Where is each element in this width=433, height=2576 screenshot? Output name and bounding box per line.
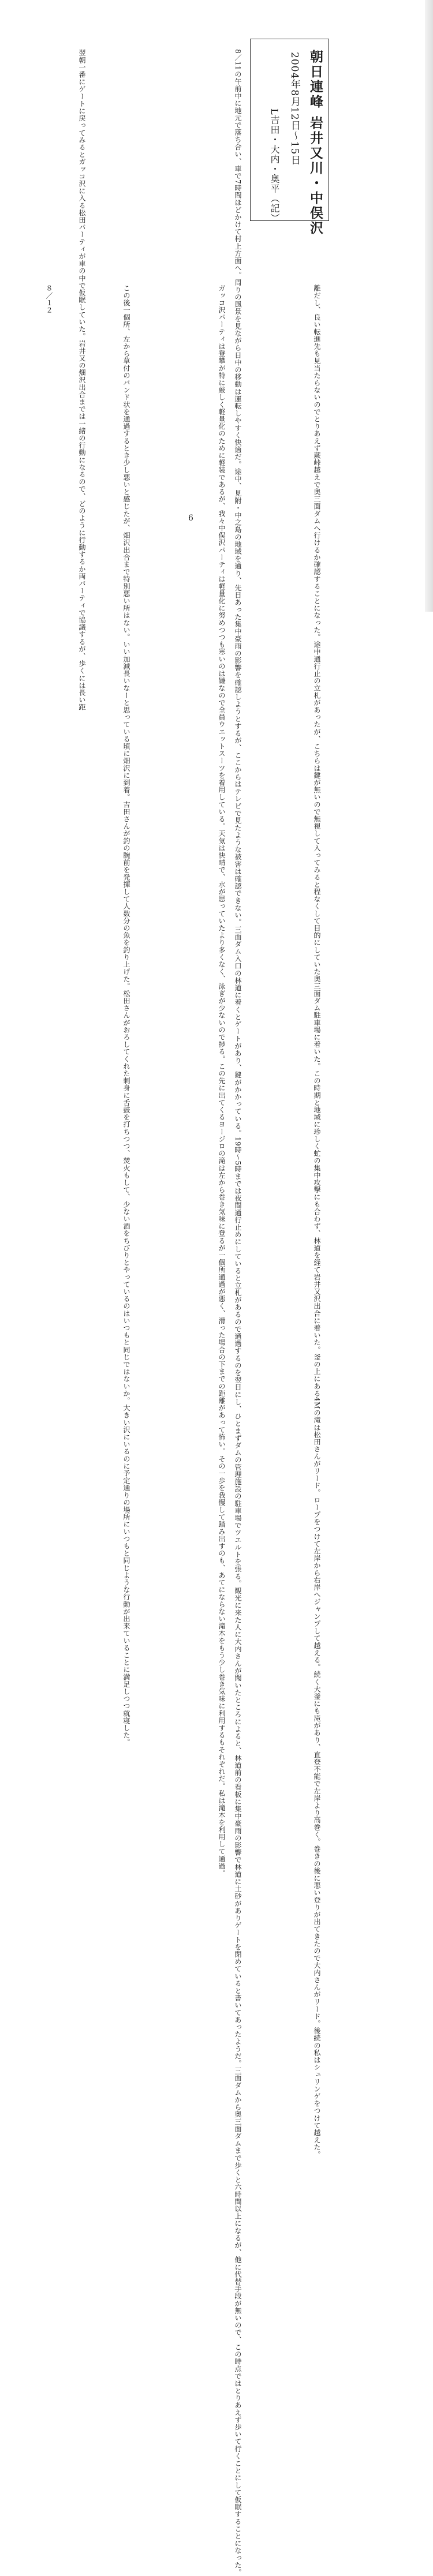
date-marker: ８／１２ [45, 284, 53, 314]
document-title: 朝日連峰 岩井又川・中俣沢 [308, 50, 323, 237]
paragraph-gear: ガッコ沢パーティは登攀が特に厳しく軽量化のために軽装であるが、我々中俣沢パーティは軽量化に努めつつも寒いのは嫌なので全員ウエットスーツを着用している。天気は快晴で、水が思っていたより多くなく、泳ぎが少ないので捗る。この先に出てくるヨージロの滝は左から巻き気味に登るが一個所通過が悪く、滑った場合の下までの距離があって怖い。その一歩を我慢して踏み出すのも、あてにならない滝木をもう少し巻き気味に利用するもそれぞれだ。私は滝木を利用して通過。 [218, 284, 226, 1877]
paragraph-next-morning: 翌朝一番にゲートに戻ってみるとガッコ沢に入る松田パーティが車の中で仮眠していた。岩井又の畑沢出合までは一緒の行動になるので、どのように行動するか両パーティで協議するが、歩くには長い距 [78, 49, 86, 711]
paragraph-camp: この後一個所、左から草付のバンド状を通過するとき少し悪いと感じたが、畑沢出合まで特別悪い所はない。いい加減長いなーと思っている頃に畑沢に到着。吉田さんが釣の腕前を発揮して人数分の魚を釣り上げた。松田さんがおろしてくれた刺身に舌鼓を打ちつつ、焚火もして、少ない酒をちびりとやっているのはいつもと同じではないか。大きい沢にいるのに予定通りの場所にいつもと同じような行動が出来ていることに満足しつつ就寝した。 [122, 284, 130, 1746]
paragraph-arrival: 8／11の午前中に地元で落ち合い、車で7時間ほどかけて村上方面へ。周りの風景を見ながら日中の移動は運転しやすく快適だ。途中、見附・中之島の地域を通り、先日あった集中豪雨の影響を確認しようとするが、ここからはテレビで見たような被害は確認できない。三面ダム入口の林道に着くとゲートがあり、鍵がかかっている。19時～5時までは夜間通行止めにしていると立札があるので通過するのを翌日にし、ひとまずダムの管理施設の駐車場でツエルトを張る。観光に来た人に大内さんが聞いたところによると、林道前の看板に集中豪雨の影響で林道に土砂がありゲートを閉めていると書いてあったようだ。三面ダムから奥三面ダムまで歩くと六時間以上になるが、他に代替手段が無いので、この時点ではとりあえず歩いて行くことにして仮眠することになった。 [234, 49, 242, 2576]
paragraph-approach: 離だし、良い転進先も見当たらないのでとりあえず蕨峠越えで奥三面ダムへ行けるか確認することになった。途中通行止の立札があったが、こちらは鍵が無いので無視して入ってみると程なくして目的にしていた奥三面ダム駐車場に着いた。この時期と地域に珍しく虻の集中攻撃にも合わず、林道を経て岩井又沢出合に着いた。釜の上にある4Mの滝は松田さんがリード。ロープをつけて左岸から右岸へジャンプして越える。続く大釜にも滝があり、直登不能で左岸より高巻く。巻きの後に悪い登りが出てきたので大内さんがリード。後続の私はシュリンゲをつけて越えた。 [313, 284, 321, 2158]
author-line: L吉田・大内・奥平（記） [269, 108, 280, 223]
page-edge-shadow [425, 0, 433, 612]
page-number: 6 [188, 514, 193, 523]
trip-date: 2004年8月12日～15日 [289, 52, 300, 166]
title-box [250, 39, 329, 237]
